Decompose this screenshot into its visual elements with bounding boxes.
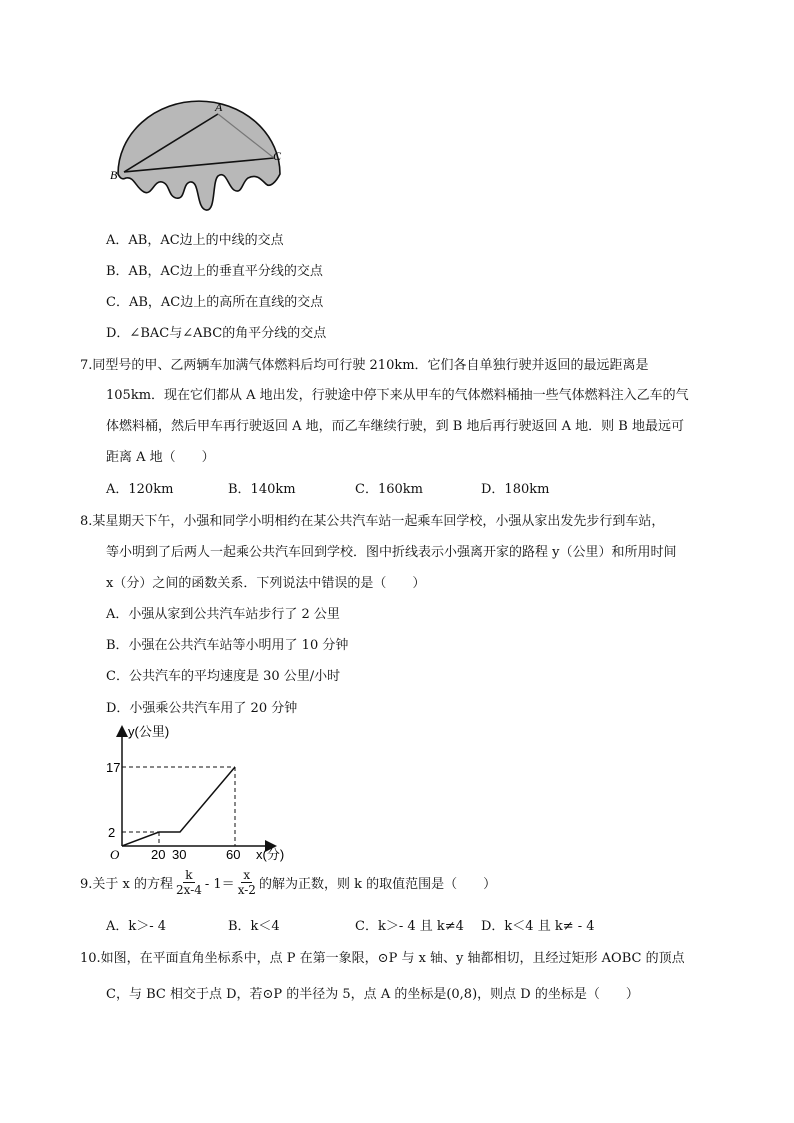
x-tick-30: 30 (172, 847, 187, 862)
q9-fraction-2 (236, 868, 258, 897)
q7-option-d: D．180km (481, 482, 550, 497)
gray-shaded-region (118, 101, 280, 210)
q7-stem-line-1: 7.同型号的甲、乙两辆车加满气体燃料后均可行驶 210km．它们各自单独行驶并返回的最远距离是 (80, 358, 649, 373)
q8-option-c: C．公共汽车的平均速度是 30 公里/小时 (106, 669, 341, 684)
q8-stem-line-1: 8.某星期天下午，小强和同学小明相约在某公共汽车站一起乘车回学校，小强从家出发先步行到车站， (80, 514, 665, 529)
q9-fraction-2-numerator: x (243, 868, 251, 882)
q10-stem-line-1: 10.如图，在平面直角坐标系中，点 P 在第一象限，⊙P 与 x 轴、y 轴都相切，且经过矩形 AOBC 的顶点 (80, 951, 685, 966)
y-tick-2: 2 (108, 825, 116, 840)
q9-fraction-1-numerator: k (185, 868, 193, 882)
triangle-semicircle-figure (108, 100, 293, 218)
q6-option-c: C．AB，AC边上的高所在直线的交点 (106, 295, 324, 310)
q9-option-c: C．k＞- 4 且 k≠4 (355, 919, 464, 934)
q9-fraction-1 (174, 868, 204, 897)
y-axis-label: y(公里) (128, 724, 170, 739)
x-axis-label: x(分) (256, 847, 285, 862)
q8-option-b: B．小强在公共汽车站等小明用了 10 分钟 (106, 638, 349, 653)
x-tick-60: 60 (226, 847, 241, 862)
distance-time-graph (108, 722, 298, 864)
q8-option-a: A．小强从家到公共汽车站步行了 2 公里 (106, 607, 340, 622)
origin-label: O (110, 847, 120, 862)
q8-stem-line-3: x（分）之间的函数关系．下列说法中错误的是（ ） (106, 576, 426, 591)
q7-option-b: B．140km (228, 482, 296, 497)
x-tick-20: 20 (151, 847, 166, 862)
q8-stem-line-2: 等小明到了后两人一起乘公共汽车回到学校．图中折线表示小强离开家的路程 y（公里）和所用时间 (106, 545, 677, 560)
q9-suffix: 的解为正数，则 k 的取值范围是（ ） (258, 877, 497, 892)
distance-polyline (122, 767, 235, 846)
q7-option-c: C．160km (355, 482, 423, 497)
q9-prefix: 9.关于 x 的方程 (80, 877, 173, 892)
q6-option-b: B．AB，AC边上的垂直平分线的交点 (106, 264, 323, 279)
q9-option-d: D．k＜4 且 k≠ - 4 (481, 919, 595, 934)
q10-stem-line-2: C，与 BC 相交于点 D，若⊙P 的半径为 5，点 A 的坐标是(0,8)，则点 D 的坐标是（ ） (106, 987, 639, 1002)
label-C: C (273, 149, 282, 163)
q9-stem (80, 868, 496, 897)
q9-option-a: A．k＞- 4 (106, 919, 167, 934)
q7-stem-line-2: 105km．现在它们都从 A 地出发，行驶途中停下来从甲车的气体燃料桶抽一些气体燃料注入乙车的气 (106, 388, 689, 403)
q9-option-b: B．k＜4 (228, 919, 280, 934)
q6-option-d: D．∠BAC与∠ABC的角平分线的交点 (106, 326, 327, 341)
q9-fraction-1-denominator: 2x-4 (176, 883, 202, 897)
q7-stem-line-4: 距离 A 地（ ） (106, 450, 215, 465)
q7-option-a: A．120km (106, 482, 174, 497)
label-B: B (110, 168, 118, 182)
q9-middle: - 1＝ (204, 877, 235, 892)
label-A: A (215, 100, 223, 114)
q9-fraction-2-denominator: x-2 (237, 883, 256, 897)
q6-option-a: A．AB，AC边上的中线的交点 (106, 233, 284, 248)
y-tick-17: 17 (106, 760, 121, 775)
q7-stem-line-3: 体燃料桶，然后甲车再行驶返回 A 地，而乙车继续行驶，到 B 地后再行驶返回 A 地．则 B 地最远可 (106, 419, 684, 434)
q8-option-d: D．小强乘公共汽车用了 20 分钟 (106, 701, 298, 716)
